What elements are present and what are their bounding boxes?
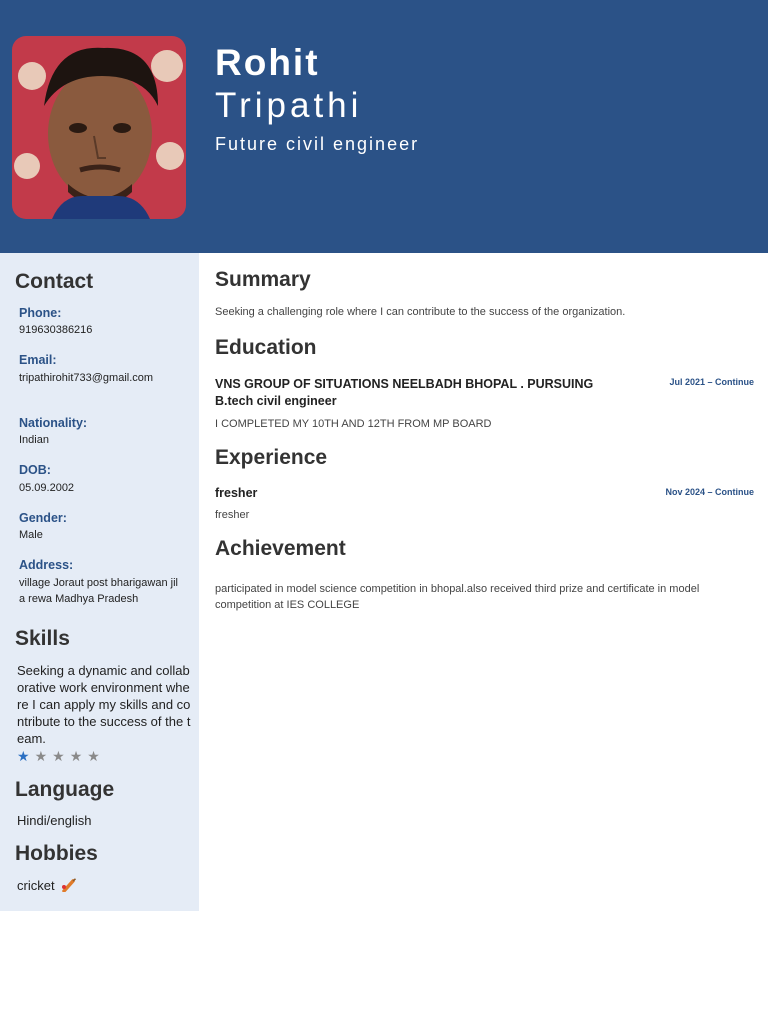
contact-heading: Contact (15, 270, 94, 293)
education-degree: B.tech civil engineer (215, 394, 337, 408)
education-note: I COMPLETED MY 10TH AND 12TH FROM MP BOARD (215, 418, 492, 430)
skill-rating (17, 748, 105, 765)
address-label: Address: (19, 558, 74, 572)
address-value: village Joraut post bharigawan jila rewa Madhya Pradesh (19, 577, 178, 605)
nationality-label: Nationality: (19, 416, 88, 430)
education-school: VNS GROUP OF SITUATIONS NEELBADH BHOPAL . PURSUING (215, 377, 594, 391)
experience-date: Nov 2024 – Continue (665, 487, 754, 497)
summary-text: Seeking a challenging role where I can contribute to the success of the organization. (215, 306, 626, 318)
first-name: Rohit (215, 42, 320, 83)
summary-heading: Summary (215, 268, 311, 291)
star-icon: ★ (69, 748, 88, 764)
achievement-heading: Achievement (215, 537, 346, 560)
experience-heading: Experience (215, 446, 328, 469)
hobbies-value: cricket (17, 878, 55, 893)
experience-detail: fresher (215, 509, 250, 521)
phone-value: 919630386216 (19, 324, 93, 336)
skills-text: Seeking a dynamic and collaborative work environment where I can apply my skills and contribute to the success of the team. (17, 663, 191, 746)
star-icon: ★ (87, 748, 105, 764)
email-label: Email: (19, 353, 57, 367)
star-icon: ★ (34, 748, 53, 764)
last-name: Tripathi (215, 86, 363, 125)
gender-value: Male (19, 529, 43, 541)
hobbies-heading: Hobbies (15, 842, 98, 865)
job-title: Future civil engineer (215, 134, 420, 154)
nationality-value: Indian (19, 434, 49, 446)
language-value: Hindi/english (17, 813, 92, 828)
experience-role: fresher (215, 486, 258, 500)
education-heading: Education (215, 336, 317, 359)
cricket-bat-icon (61, 878, 77, 895)
email-value: tripathirohit733@gmail.com (19, 372, 154, 384)
dob-value: 05.09.2002 (19, 482, 75, 494)
phone-label: Phone: (19, 306, 62, 320)
header-banner (0, 0, 768, 253)
gender-label: Gender: (19, 511, 67, 525)
language-heading: Language (15, 778, 115, 801)
hobbies-item (17, 878, 77, 895)
skills-heading: Skills (15, 627, 70, 650)
star-icon: ★ (52, 748, 70, 764)
education-date: Jul 2021 – Continue (669, 377, 754, 387)
dob-label: DOB: (19, 463, 51, 477)
profile-photo (12, 36, 186, 219)
star-icon: ★ (17, 748, 35, 764)
achievement-text: participated in model science competition in bhopal.also received third prize and certificate in model competition at IES COLLEGE (215, 583, 700, 611)
